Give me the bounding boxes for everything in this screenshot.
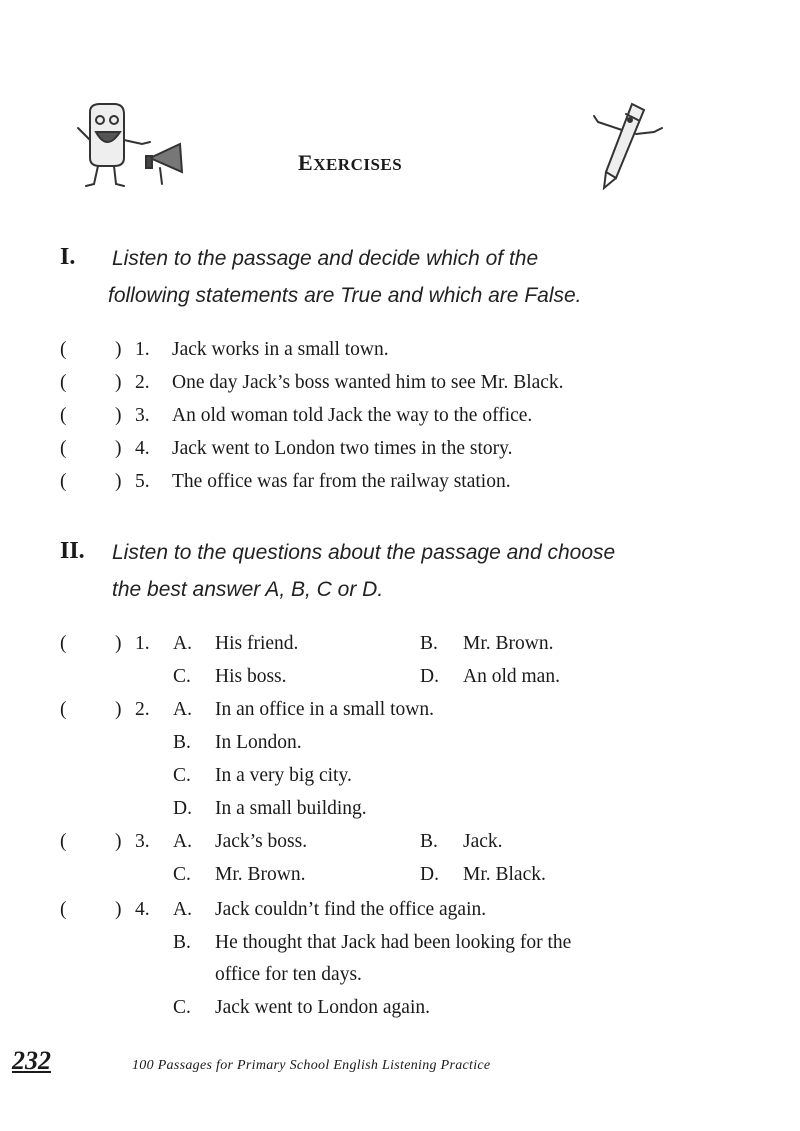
- question-3-options-cd: C. Mr. Brown. D. Mr. Black.: [173, 864, 546, 885]
- cartoon-pencil-icon: [592, 100, 672, 190]
- section-1-numeral: I.: [60, 244, 76, 270]
- question-1-options-cd: C. His boss. D. An old man.: [173, 666, 560, 687]
- question-4-option-b-cont: office for ten days.: [215, 964, 362, 985]
- question-4: ( ) 4. A. Jack couldn’t find the office again.: [60, 899, 487, 920]
- page-title: EXERCISES: [298, 150, 403, 175]
- question-2-option-c: C. In a very big city.: [173, 765, 352, 786]
- book-title-footer: 100 Passages for Primary School English Listening Practice: [132, 1058, 491, 1073]
- question-4-option-b: B. He thought that Jack had been looking for the: [173, 932, 572, 953]
- section-2-instruction: Listen to the questions about the passage and choose the best answer A, B, C or D.: [112, 541, 616, 601]
- question-1: ( ) 1. A. His friend. B. Mr. Brown.: [60, 633, 554, 654]
- question-2-option-d: D. In a small building.: [173, 798, 367, 819]
- list-item: ( ) 1. Jack works in a small town.: [60, 339, 389, 360]
- list-item: ( ) 4. Jack went to London two times in the story.: [60, 438, 513, 459]
- question-2: ( ) 2. A. In an office in a small town.: [60, 699, 434, 720]
- question-2-option-b: B. In London.: [173, 732, 302, 753]
- list-item: ( ) 5. The office was far from the railway station.: [60, 471, 511, 492]
- list-item: ( ) 2. One day Jack’s boss wanted him to see Mr. Black.: [60, 372, 564, 393]
- page-number: 232: [12, 1046, 51, 1075]
- section-1-instruction: Listen to the passage and decide which of the following statements are True and which are False.: [108, 247, 582, 307]
- question-3: ( ) 3. A. Jack’s boss. B. Jack.: [60, 831, 503, 852]
- list-item: ( ) 3. An old woman told Jack the way to the office.: [60, 405, 533, 426]
- cartoon-megaphone-icon: [70, 100, 200, 192]
- section-2-numeral: II.: [60, 538, 85, 564]
- question-4-option-c: C. Jack went to London again.: [173, 997, 430, 1018]
